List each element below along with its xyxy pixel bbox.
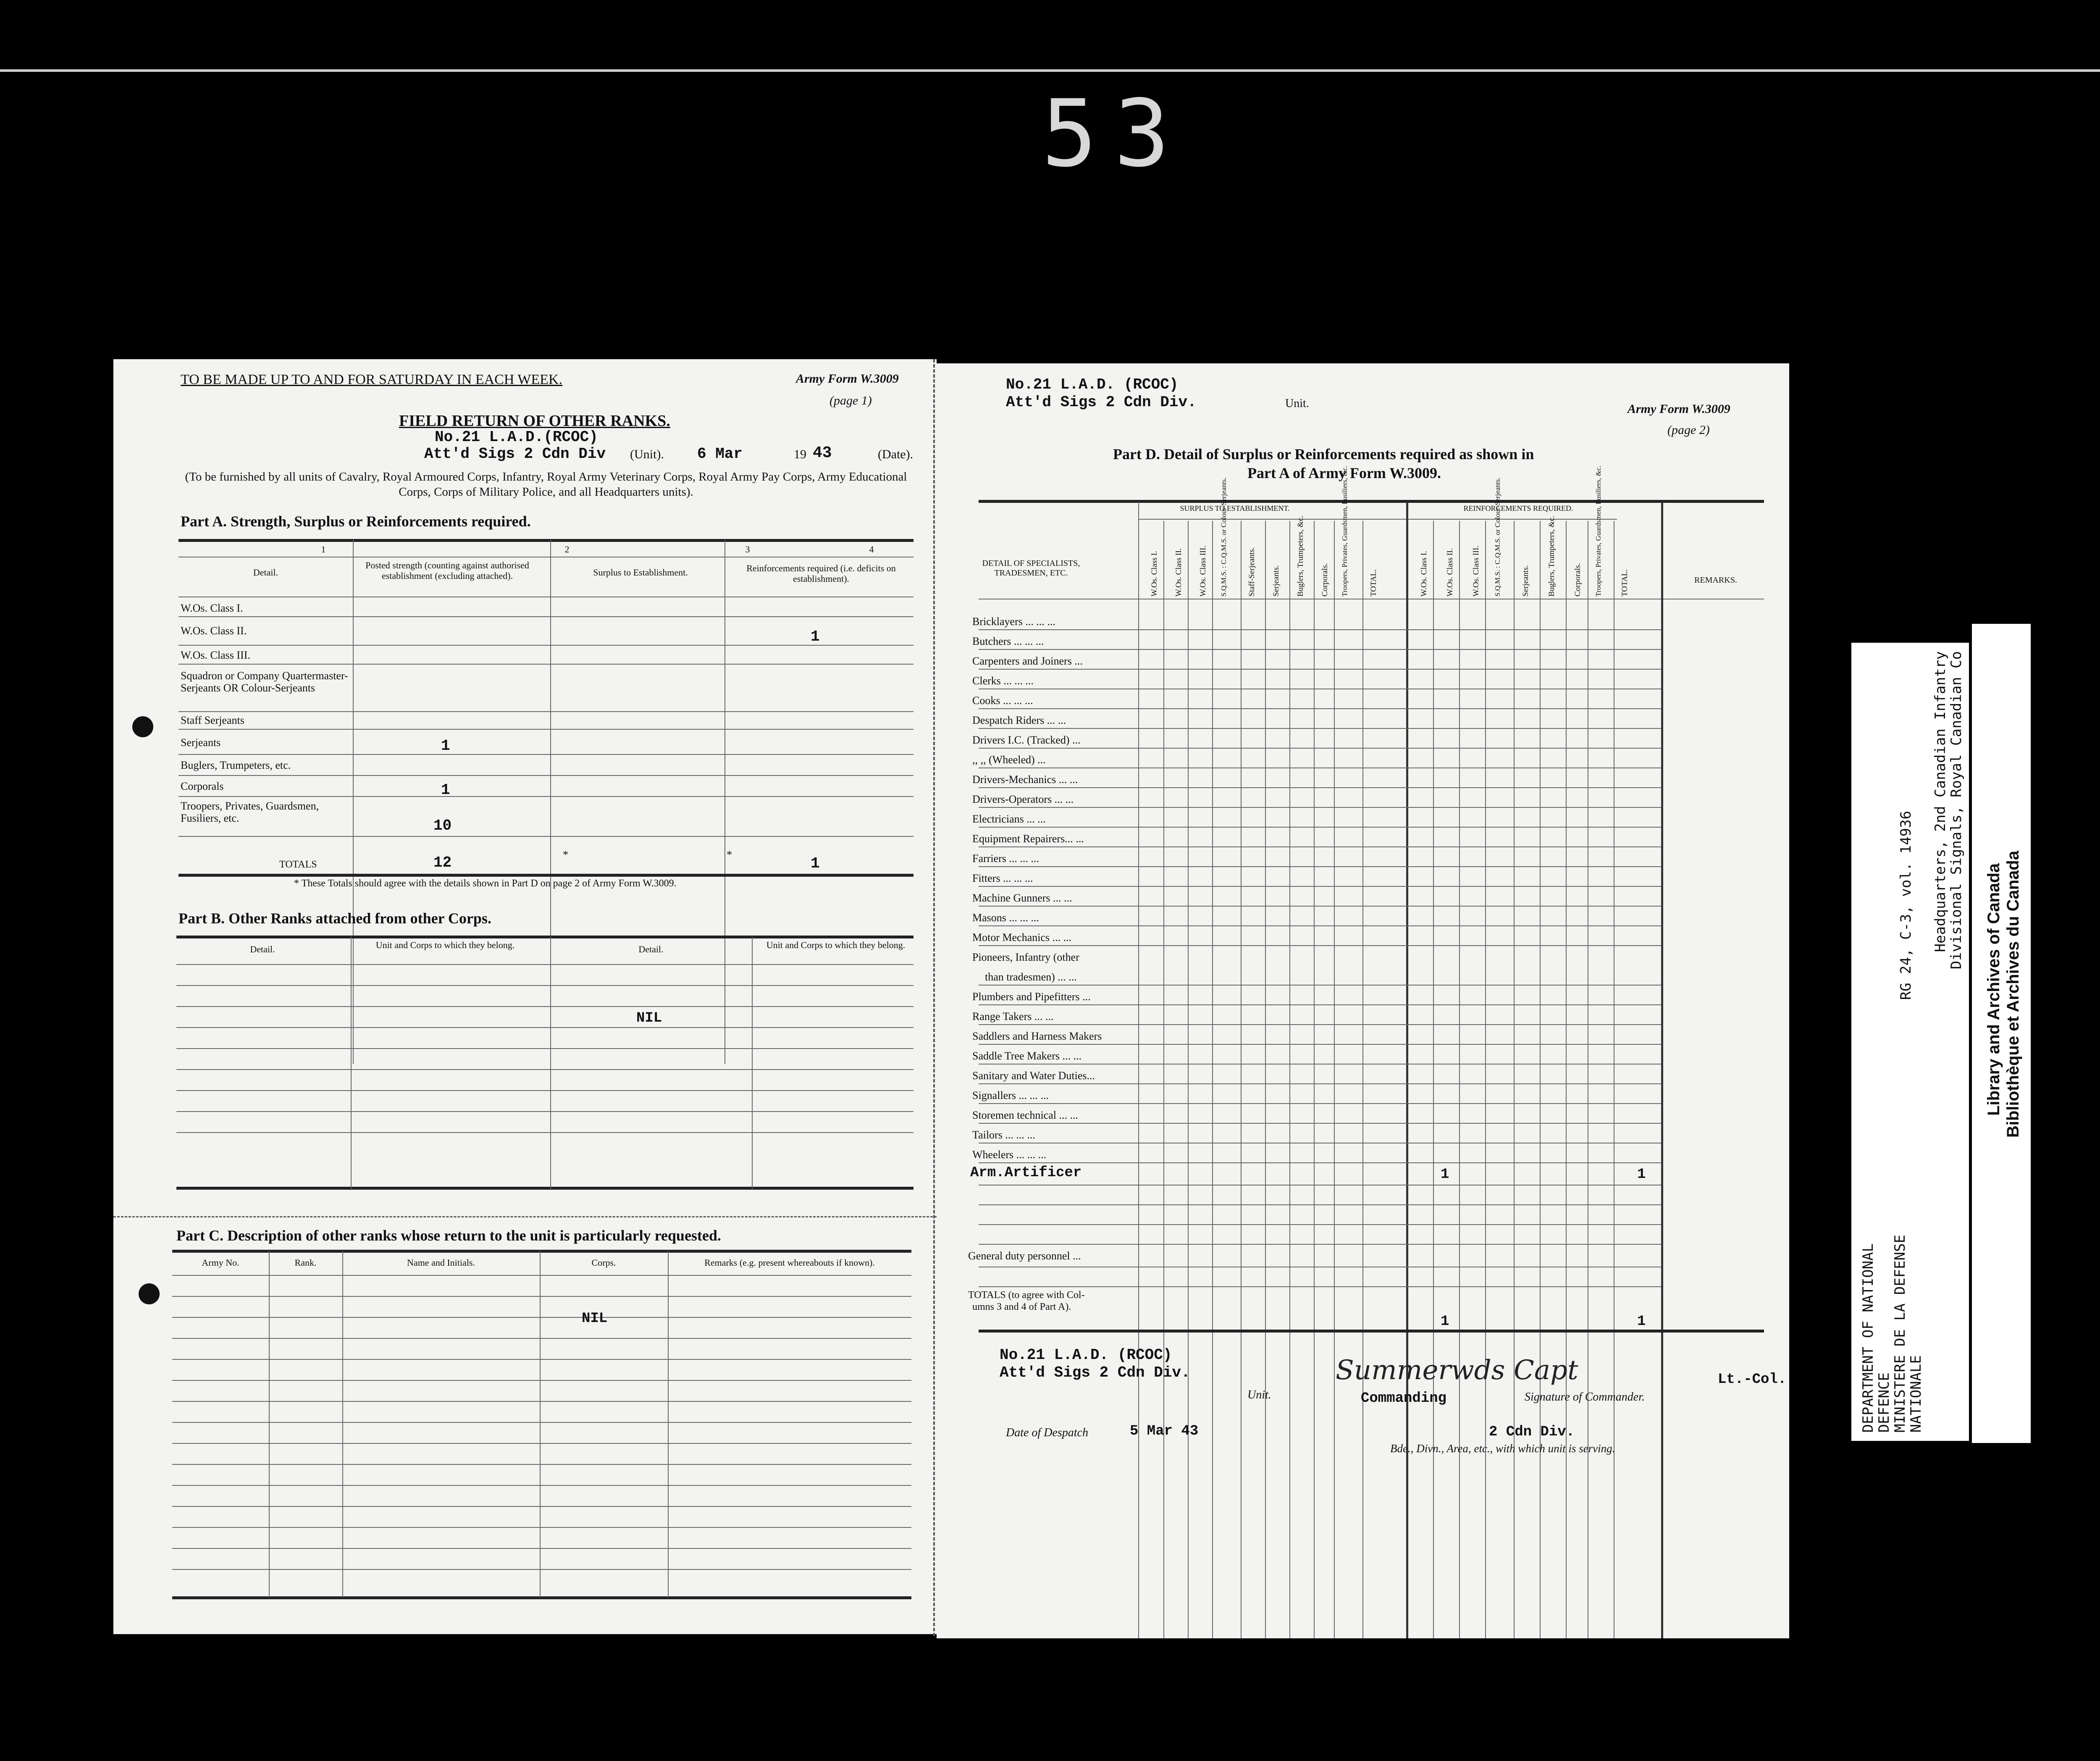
date-of-despatch-label: Date of Despatch (1006, 1426, 1088, 1439)
corporals-posted-value: 1 (441, 781, 450, 799)
row-buglers: Buglers, Trumpeters, etc. (181, 759, 291, 771)
reinf-col-cqms: S.Q.M.S. : C.Q.M.S. or Colour-Serjeants. (1494, 477, 1502, 597)
row-troopers: Troopers, Privates, Guardsmen, Fusiliers, etc. (181, 800, 319, 824)
surplus-col-staff-sjts: Staff-Serjeants. (1247, 547, 1256, 597)
row-wo-class-2: W.Os. Class II. (181, 625, 247, 637)
surplus-col-wo3: W.Os. Class III. (1199, 545, 1208, 597)
reinf-col-troopers: Troopers, Privates, Guardsmen, Fusiliers, &c. (1594, 465, 1602, 597)
part-a-title: Part A. Strength, Surplus or Reinforcements required. (181, 513, 531, 530)
trade-row-20: Range Takers ... ... (972, 1010, 1054, 1022)
footer-unit-line-2: Att'd Sigs 2 Cdn Div. (1000, 1364, 1190, 1381)
part-b-col-detail-1: Detail. (250, 944, 275, 954)
trade-row-3: Carpenters and Joiners ... (972, 655, 1083, 667)
trade-row-18: Pioneers, Infantry (other (972, 951, 1079, 963)
reinf-col-total: TOTAL. (1620, 569, 1629, 597)
trade-row-1: Bricklayers ... ... ... (972, 615, 1055, 628)
made-up-note: TO BE MADE UP TO AND FOR SATURDAY IN EACH WEEK. (181, 372, 562, 387)
col-group-reinforcements: REINFORCEMENTS REQUIRED. (1463, 504, 1573, 513)
archive-dept-line-4: NATIONALE (1908, 1355, 1924, 1432)
trade-row-5: Cooks ... ... ... (972, 694, 1033, 707)
p2-page-label: (page 2) (1667, 423, 1710, 437)
archive-label-card (1851, 643, 1969, 1441)
trade-row-17: Motor Mechanics ... ... (972, 931, 1072, 944)
p2-form-number: Army Form W.3009 (1628, 402, 1730, 416)
extra-row-wo2-value: 1 (1441, 1167, 1449, 1183)
part-b-nil: NIL (636, 1010, 662, 1026)
totals-label: TOTALS (279, 859, 317, 870)
row-wo-class-1: W.Os. Class I. (181, 602, 243, 614)
form-page-1 (113, 359, 937, 1634)
p2-unit-line-1: No.21 L.A.D. (RCOC) (1006, 376, 1179, 393)
part-b-col-unit-2: Unit and Corps to which they belong. (766, 940, 906, 950)
reinf-col-wo2: W.Os. Class II. (1446, 548, 1454, 597)
part-c-col-rank: Rank. (294, 1257, 317, 1268)
col-head-reinforcements: Reinforcements required (i.e. deficits on establishment). (746, 563, 896, 584)
date-day: 6 Mar (697, 445, 743, 463)
p2-unit-suffix: Unit. (1285, 397, 1309, 410)
trade-row-15: Machine Gunners ... ... (972, 892, 1072, 904)
formation-value: 2 Cdn Div. (1489, 1424, 1575, 1440)
serjeants-posted-value: 1 (441, 737, 450, 754)
footer-unit-line-1: No.21 L.A.D. (RCOC) (1000, 1346, 1172, 1364)
general-duty-row: General duty personnel ... (968, 1250, 1081, 1262)
punch-hole (132, 716, 153, 737)
trade-row-11: Electricians ... ... (972, 813, 1046, 825)
surplus-col-cqms: S.Q.M.S. : C.Q.M.S. or Colour-Serjeants. (1220, 477, 1228, 597)
trade-row-13: Farriers ... ... ... (972, 852, 1039, 865)
surplus-col-troopers: Troopers, Privates, Guardsmen, Fusiliers, &c. (1341, 465, 1349, 597)
archive-reference: RG 24, C-3, vol. 14936 (1898, 811, 1914, 1000)
trade-row-18b: than tradesmen) ... ... (985, 971, 1077, 983)
row-wo-class-3: W.Os. Class III. (181, 649, 250, 661)
unit-suffix: (Unit). (630, 447, 664, 461)
unit-line-1: No.21 L.A.D.(RCOC) (435, 428, 598, 446)
row-corporals: Corporals (181, 780, 224, 792)
surplus-col-sjts: Serjeants. (1272, 565, 1281, 597)
part-c-title: Part C. Description of other ranks whose return to the unit is particularly requested. (176, 1227, 721, 1244)
commanding-text: Commanding (1361, 1390, 1447, 1406)
trade-row-14: Fitters ... ... ... (972, 872, 1033, 884)
part-c-nil: NIL (582, 1311, 608, 1327)
part-c-col-army-no: Army No. (202, 1257, 239, 1268)
commander-signature: Summerwds Capt (1336, 1355, 1578, 1386)
archive-dept-line-2: DEFENCE (1876, 1372, 1893, 1432)
trade-row-12: Equipment Repairers... ... (972, 833, 1084, 845)
instruction-text: (To be furnished by all units of Cavalry, Royal Armoured Corps, Infantry, Royal Army Veterinary Corps, Royal Army Pay Corps, Army Educational Corps, Corps of Military Police, and all Headquarters units). (185, 470, 907, 499)
col-group-surplus: SURPLUS TO ESTABLISHMENT. (1180, 504, 1290, 513)
troopers-posted-value: 10 (433, 817, 452, 834)
col-head-surplus: Surplus to Establishment. (593, 567, 688, 578)
reinf-col-buglers: Buglers, Trumpeters, &c. (1547, 515, 1556, 597)
trade-row-2: Butchers ... ... ... (972, 635, 1044, 647)
unit-line-2: Att'd Sigs 2 Cdn Div (424, 445, 606, 463)
col-head-detail-specialists: DETAIL OF SPECIALISTS, TRADESMEN, ETC. (982, 559, 1080, 578)
col-number-4: 4 (869, 544, 874, 555)
totals-row-label-2: umns 3 and 4 of Part A). (972, 1301, 1071, 1312)
form-page-2 (937, 363, 1789, 1638)
surplus-col-wo2: W.Os. Class II. (1174, 548, 1183, 597)
trade-row-21: Saddlers and Harness Makers (972, 1030, 1102, 1042)
col-number-2: 2 (564, 544, 570, 555)
form-title: FIELD RETURN OF OTHER RANKS. (399, 412, 670, 430)
surplus-col-total: TOTAL. (1369, 569, 1378, 597)
page-label: (page 1) (830, 394, 872, 407)
trade-row-10: Drivers-Operators ... ... (972, 793, 1074, 805)
col-head-remarks: REMARKS. (1694, 576, 1737, 585)
lac-french: Bibliothèque et Archives du Canada (2004, 851, 2022, 1138)
reinf-col-wo3: W.Os. Class III. (1472, 545, 1480, 597)
trade-row-27: Wheelers ... ... ... (972, 1149, 1047, 1161)
surplus-col-wo1: W.Os. Class I. (1150, 551, 1159, 597)
footer-unit-label: Unit. (1247, 1388, 1271, 1401)
trade-row-4: Clerks ... ... ... (972, 675, 1034, 687)
lac-english: Library and Archives of Canada (1984, 863, 2003, 1116)
date-year: 43 (813, 444, 832, 462)
totals-surplus-mark: * (563, 849, 568, 861)
archive-dept-line-1: DEPARTMENT OF NATIONAL (1860, 1243, 1877, 1432)
archive-dept-line-3: MINISTERE DE LA DEFENSE (1892, 1235, 1908, 1432)
part-d-title-1: Part D. Detail of Surplus or Reinforcements required as shown in (1113, 446, 1534, 463)
formation-label: Bde., Divn., Area, etc., with which unit is serving. (1390, 1442, 1615, 1455)
p2-unit-line-2: Att'd Sigs 2 Cdn Div. (1006, 394, 1197, 411)
row-serjeants: Serjeants (181, 736, 221, 749)
frame-number: 53 (1042, 80, 1186, 187)
trade-row-8: ,, ,, (Wheeled) ... (972, 754, 1046, 766)
trade-row-23: Sanitary and Water Duties... (972, 1070, 1095, 1082)
trade-row-16: Masons ... ... ... (972, 912, 1039, 924)
trade-row-7: Drivers I.C. (Tracked) ... (972, 734, 1081, 746)
date-suffix: (Date). (878, 447, 914, 461)
archive-description-1: Headquarters, 2nd Canadian Infantry (1932, 651, 1949, 952)
part-a-footnote: * These Totals should agree with the details shown in Part D on page 2 of Army Form W.3009. (294, 878, 677, 889)
part-d-title-2: Part A of Army Form W.3009. (1247, 465, 1441, 481)
date-of-despatch-value: 5 Mar 43 (1130, 1423, 1199, 1439)
col-head-detail: Detail. (253, 567, 278, 578)
lac-stamp (1972, 624, 2031, 1443)
col-number-3: 3 (745, 544, 750, 555)
archive-description-2: Divisional Signals, Royal Canadian Co (1948, 651, 1965, 970)
trade-row-25: Storemen technical ... ... (972, 1109, 1078, 1121)
reinf-col-sjts: Serjeants. (1521, 565, 1530, 597)
trade-row-24: Signallers ... ... ... (972, 1089, 1049, 1101)
form-number: Army Form W.3009 (796, 372, 899, 386)
part-b-title: Part B. Other Ranks attached from other Corps. (178, 910, 491, 927)
trade-row-9: Drivers-Mechanics ... ... (972, 773, 1078, 786)
totals-posted-value: 12 (433, 854, 452, 871)
date-year-prefix: 19 (794, 447, 806, 461)
extra-row-label: Arm.Artificer (970, 1165, 1082, 1181)
reinf-col-corporals: Corporals. (1573, 563, 1582, 597)
part-b-col-detail-2: Detail. (638, 944, 664, 954)
part-b-col-unit-1: Unit and Corps to which they belong. (375, 940, 515, 950)
part-c-col-corps: Corps. (591, 1257, 616, 1268)
totals-reinf-mark: * (727, 849, 732, 861)
film-top-edge (0, 69, 2100, 72)
row-staff-serjeants: Staff Serjeants (181, 714, 244, 726)
part-c-col-name: Name and Initials. (407, 1257, 475, 1268)
commander-rank: Lt.-Col. (1718, 1372, 1787, 1388)
totals-total-value: 1 (1637, 1314, 1646, 1330)
totals-wo2-value: 1 (1441, 1314, 1449, 1330)
totals-row-label-1: TOTALS (to agree with Col- (968, 1290, 1085, 1301)
surplus-col-corporals: Corporals. (1320, 563, 1329, 597)
punch-hole (139, 1283, 160, 1304)
totals-reinf-value: 1 (811, 855, 820, 872)
trade-row-6: Despatch Riders ... ... (972, 714, 1066, 726)
part-c-col-remarks: Remarks (e.g. present whereabouts if known). (704, 1257, 875, 1268)
col-head-posted: Posted strength (counting against authorised establishment (excluding attached). (365, 560, 529, 581)
row-cqms: Squadron or Company Quartermaster-Serjeants OR Colour-Serjeants (181, 670, 348, 694)
reinf-col-wo1: W.Os. Class I. (1420, 551, 1428, 597)
trade-row-19: Plumbers and Pipefitters ... (972, 991, 1091, 1003)
trade-row-22: Saddle Tree Makers ... ... (972, 1050, 1082, 1062)
extra-row-total-value: 1 (1637, 1167, 1646, 1183)
col-number-1: 1 (321, 544, 326, 555)
trade-row-26: Tailors ... ... ... (972, 1129, 1035, 1141)
signature-label: Signature of Commander. (1525, 1390, 1645, 1404)
surplus-col-buglers: Buglers, Trumpeters, &c. (1296, 515, 1305, 597)
wo2-reinforcements-value: 1 (811, 628, 820, 645)
page-fold (933, 359, 935, 1636)
